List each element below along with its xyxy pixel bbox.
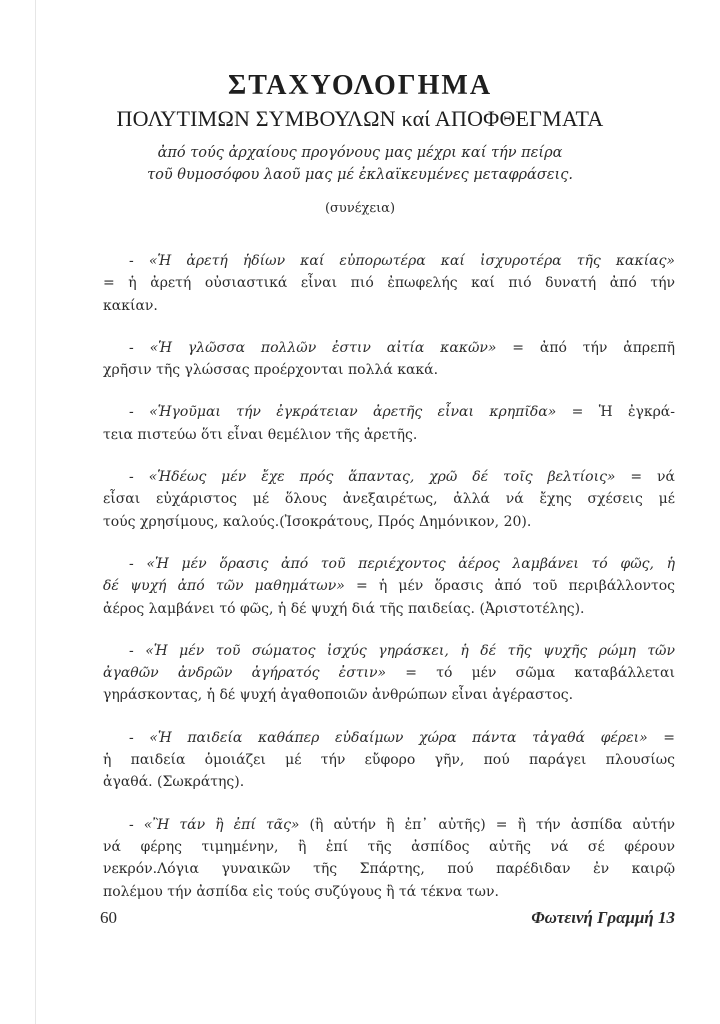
translation-text: γηράσκοντας, ἡ δέ ψυχή ἀγαθοποιῶν ἀνθρώπων εἶναι ἀγέραστος.	[103, 687, 574, 704]
text-line	[103, 836, 675, 858]
ancient-quote: - «Ἡδέως μέν ἔχε πρός ἅπαντας, χρῶ δέ τοῖς βελτίοις»	[129, 469, 616, 486]
translation-text: (ἢ αὐτήν ἢ ἐπ᾽ αὐτῆς) = ἢ τήν ἀσπίδα αὐτήν	[299, 816, 676, 833]
page-footer	[100, 908, 675, 932]
page-title: ΣΤΑΧΥΟΛΟΓΗΜΑ	[227, 70, 493, 101]
ancient-quote: - «Ἡ γλῶσσα πολλῶν ἐστιν αἰτία κακῶν»	[129, 339, 497, 356]
publication-name: Φωτεινή Γραμμή 13	[531, 908, 675, 927]
quote-paragraph	[103, 640, 675, 707]
text-line	[103, 511, 675, 533]
quote-paragraph	[103, 553, 675, 620]
translation-text: ἡ παιδεία ὁμοιάζει μέ τήν εὔφορο γῆν, πού παράγει πλουσίως	[103, 752, 675, 769]
translation-text: πολέμου τήν ἀσπίδα εἰς τούς συζύγους ἢ τά τέκνα των.	[103, 883, 499, 900]
translation-text: = νά	[615, 469, 675, 486]
text-line	[103, 640, 675, 662]
translation-text: = ἡ μέν ὅρασις ἀπό τοῦ περιβάλλοντος	[344, 578, 675, 595]
quote-paragraph	[103, 337, 675, 382]
quote-paragraph	[103, 814, 675, 903]
text-line	[103, 858, 675, 880]
text-line	[103, 727, 675, 749]
page-subtitle: ΠΟΛΥΤΙΜΩΝ ΣΥΜΒΟΥΛΩΝ καί ΑΠΟΦΘΕΓΜΑΤΑ	[116, 106, 604, 131]
ancient-quote: - «Ἡ μέν τοῦ σώματος ἰσχύς γηράσκει, ἡ δέ τῆς ψυχῆς ρώμη τῶν	[129, 642, 675, 659]
quote-paragraph	[103, 250, 675, 317]
quote-paragraph	[103, 727, 675, 794]
text-line	[103, 295, 675, 317]
body-text	[103, 250, 675, 923]
text-line	[103, 337, 675, 359]
quote-paragraph	[103, 401, 675, 446]
translation-text: τούς χρησίμους, καλούς.(Ἰσοκράτους, Πρός Δημόνικον, 20).	[103, 513, 532, 530]
translation-text: = τό μέν σῶμα καταβάλλεται	[386, 665, 675, 682]
text-line	[103, 424, 675, 446]
page-number: 60	[100, 908, 117, 927]
text-line	[103, 250, 675, 272]
translation-text: νά φέρης τιμημένην, ἢ ἐπί τῆς ἀσπίδος αὐτῆς νά σέ φέρουν	[103, 838, 675, 855]
ancient-quote: δέ ψυχή ἀπό τῶν μαθημάτων»	[103, 578, 345, 595]
ancient-quote: ἀγαθῶν ἀνδρῶν ἀγήρατός ἐστιν»	[103, 665, 387, 682]
translation-text: τεια πιστεύω ὅτι εἶναι θεμέλιον τῆς ἀρετῆς.	[103, 426, 418, 443]
ancient-quote: - «Ἡγοῦμαι τήν ἐγκράτειαν ἀρετῆς εἶναι κρηπῖδα»	[129, 404, 557, 421]
translation-text: νεκρόν.Λόγια γυναικῶν τῆς Σπάρτης, πού παρέδιδαν ἐν καιρῷ	[103, 861, 675, 878]
text-line	[103, 814, 675, 836]
text-line	[103, 749, 675, 771]
text-line	[103, 575, 675, 597]
text-line	[103, 684, 675, 706]
text-line	[103, 662, 675, 684]
text-line	[103, 466, 675, 488]
translation-text: ἀγαθά. (Σωκράτης).	[103, 774, 245, 791]
text-line	[103, 401, 675, 423]
text-line	[103, 881, 675, 903]
translation-text: χρῆσιν τῆς γλώσσας προέρχονται πολλά κακά.	[103, 362, 439, 379]
translation-text: κακίαν.	[103, 297, 158, 314]
translation-text: εἶσαι εὐχάριστος μέ ὅλους ἀνεξαιρέτως, ἀλλά νά ἔχης σχέσεις μέ	[103, 491, 675, 508]
translation-text: =	[647, 729, 675, 746]
text-line	[103, 488, 675, 510]
text-line	[103, 359, 675, 381]
ancient-quote: - «Ἡ παιδεία καθάπερ εὐδαίμων χώρα πάντα τἀγαθά φέρει»	[129, 729, 648, 746]
text-line	[103, 272, 675, 294]
text-line	[103, 598, 675, 620]
translation-text: = ἀπό τήν ἀπρεπῆ	[496, 339, 675, 356]
intro-line: ἀπό τούς ἀρχαίους προγόνους μας μέχρι καί τήν πείρα	[157, 145, 563, 161]
ancient-quote: - «Ἢ τάν ἢ ἐπί τᾶς»	[129, 816, 300, 833]
translation-text: = ἡ ἀρετή οὐσιαστικά εἶναι πιό ἐπωφελής καί πιό δυνατή ἀπό τήν	[103, 275, 675, 292]
translation-text: ἀέρος λαμβάνει τό φῶς, ἡ δέ ψυχή διά τῆς παιδείας. (Ἀριστοτέλης).	[103, 600, 585, 617]
text-line	[103, 553, 675, 575]
text-line	[103, 771, 675, 793]
continuation-label: (συνέχεια)	[324, 201, 396, 216]
intro-text	[0, 142, 720, 186]
intro-line: τοῦ θυμοσόφου λαοῦ μας μέ ἐκλαϊκευμένες μεταφράσεις.	[147, 167, 573, 183]
quote-paragraph	[103, 466, 675, 533]
ancient-quote: - «Ἡ ἀρετή ἡδίων καί εὐπορωτέρα καί ἰσχυροτέρα τῆς κακίας»	[129, 253, 675, 269]
translation-text: = Ἡ ἐγκρά-	[556, 404, 675, 421]
ancient-quote: - «Ἡ μέν ὅρασις ἀπό τοῦ περιέχοντος ἀέρος λαμβάνει τό φῶς, ἡ	[129, 555, 675, 572]
